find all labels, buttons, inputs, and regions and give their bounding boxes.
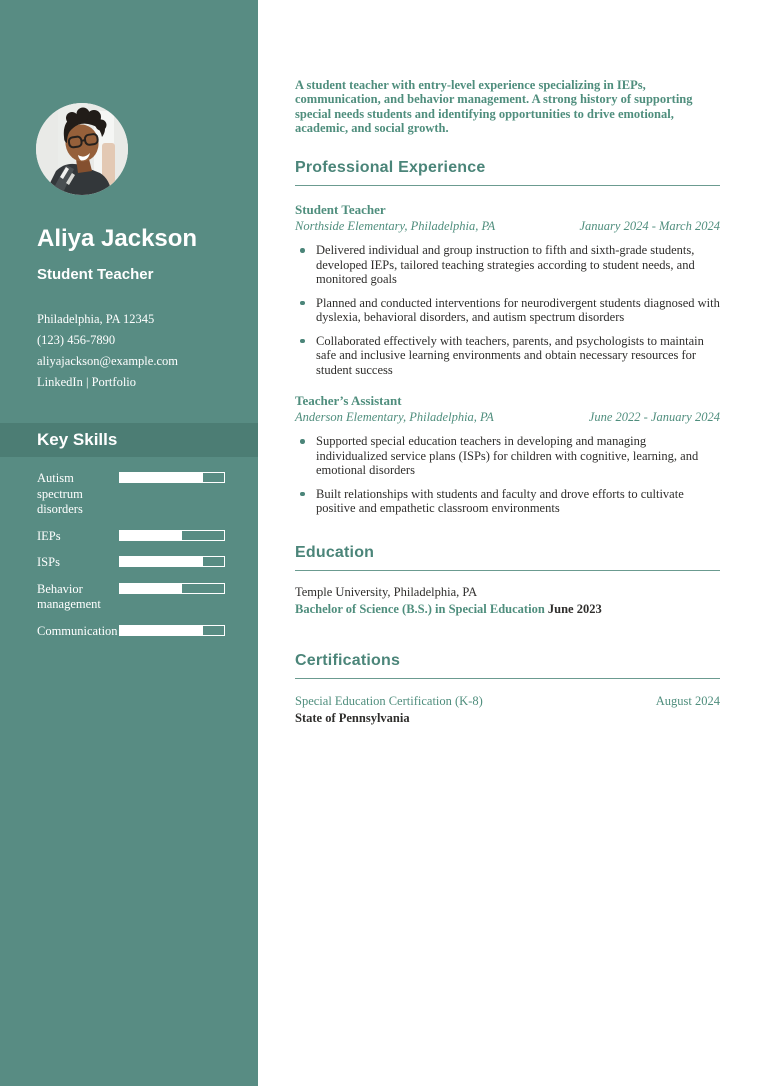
- person-title: Student Teacher: [37, 266, 154, 283]
- skill-item: [37, 555, 225, 571]
- job-company: Anderson Elementary, Philadelphia, PA: [295, 410, 494, 425]
- skill-bar-fill: [120, 584, 182, 593]
- education-degree-line: [295, 601, 720, 618]
- skill-bar-fill: [120, 626, 203, 635]
- certification-entry: [295, 693, 720, 727]
- job-entry: [295, 393, 720, 516]
- person-name: Aliya Jackson: [37, 225, 198, 252]
- skill-item: [37, 529, 225, 545]
- section-education: [295, 544, 720, 618]
- skill-bar-fill: [120, 557, 203, 566]
- education-entry: [295, 584, 720, 618]
- education-school: Temple University, Philadelphia, PA: [295, 584, 478, 599]
- skill-bar: [119, 556, 225, 567]
- certification-issuer: State of Pennsylvania: [295, 710, 410, 725]
- certification-line: [295, 693, 720, 710]
- education-degree: Bachelor of Science (B.S.) in Special Education: [295, 601, 545, 616]
- section-divider: [295, 570, 720, 571]
- professional-summary: A student teacher with entry-level experience specializing in IEPs, communication, and behavior management. A strong history of supporting special needs students and identifying opportunities to drive emotional, academic, and social growth.: [295, 78, 693, 135]
- profile-photo: [36, 103, 128, 195]
- job-meta: [295, 219, 720, 234]
- job-bullets: [295, 434, 720, 516]
- certification-date: August 2024: [655, 693, 720, 708]
- key-skills-band: [0, 423, 258, 457]
- certification-name: Special Education Certification (K-8): [295, 693, 483, 708]
- main-content: [258, 0, 768, 1086]
- job-title: Teacher’s Assistant: [295, 393, 402, 409]
- job-bullet: Planned and conducted interventions for neurodivergent students diagnosed with dyslexia, behavioral disorders, and autism spectrum disorders: [295, 296, 720, 325]
- skill-bar: [119, 530, 225, 541]
- sidebar: [0, 0, 258, 1086]
- job-bullet: Built relationships with students and faculty and drove efforts to cultivate positive and empathetic classroom environments: [295, 487, 720, 516]
- skill-bar: [119, 472, 225, 483]
- skill-item: [37, 624, 225, 640]
- contact-email: aliyajackson@example.com: [37, 354, 178, 368]
- skill-bar-fill: [120, 531, 182, 540]
- contact-location: Philadelphia, PA 12345: [37, 312, 155, 326]
- contact-phone: (123) 456-7890: [37, 333, 116, 347]
- job-entry: [295, 202, 720, 377]
- section-divider: [295, 185, 720, 186]
- job-bullet: Collaborated effectively with teachers, parents, and psychologists to maintain safe and inclusive learning environments and obtain necessary resources for student success: [295, 334, 720, 378]
- job-bullets: [295, 243, 720, 377]
- key-skills-heading: Key Skills: [37, 430, 118, 449]
- contact-block: [37, 309, 230, 393]
- job-company: Northside Elementary, Philadelphia, PA: [295, 219, 496, 234]
- skill-label: Behavior management: [37, 581, 101, 611]
- skills-list: [37, 471, 225, 639]
- profile-photo-illustration: [36, 103, 128, 195]
- job-dates: January 2024 - March 2024: [579, 219, 720, 234]
- education-heading: Education: [295, 543, 375, 561]
- contact-links[interactable]: LinkedIn | Portfolio: [37, 375, 137, 389]
- skill-bar: [119, 583, 225, 594]
- job-meta: [295, 410, 720, 425]
- skill-label: IEPs: [37, 528, 61, 543]
- experience-heading: Professional Experience: [295, 159, 486, 177]
- skill-bar: [119, 625, 225, 636]
- skill-item: [37, 471, 225, 518]
- skill-label: Autism spectrum disorders: [37, 471, 83, 516]
- skill-label: Communication: [37, 623, 118, 638]
- section-experience: [295, 159, 720, 516]
- skill-item: [37, 582, 225, 613]
- job-dates: June 2022 - January 2024: [588, 410, 720, 425]
- section-divider: [295, 678, 720, 679]
- skill-label: ISPs: [37, 555, 60, 569]
- job-title: Student Teacher: [295, 202, 386, 218]
- education-date: June 2023: [547, 601, 602, 616]
- job-bullet: Delivered individual and group instruction to fifth and sixth-grade students, developed IEPs, tailored teaching strategies according to student needs, and monitored goals: [295, 243, 720, 287]
- certifications-heading: Certifications: [295, 651, 401, 669]
- job-bullet: Supported special education teachers in developing and managing individualized service plans (ISPs) for children with cognitive, learning, and emotional disorders: [295, 434, 720, 478]
- section-certifications: [295, 652, 720, 727]
- skill-bar-fill: [120, 473, 203, 482]
